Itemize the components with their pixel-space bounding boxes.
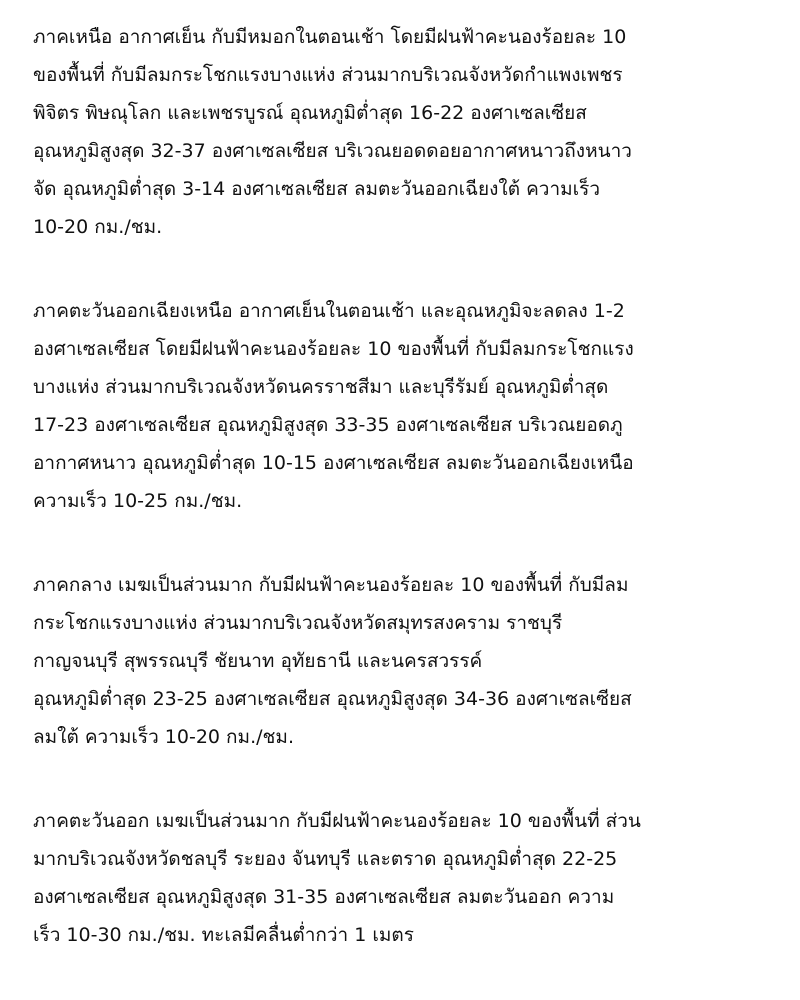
text-line: บางแห่ง ส่วนมากบริเวณจังหวัดนครราชสีมา และบุรีรัมย์ อุณหภูมิต่ำสุด [33, 376, 609, 398]
text-line: ภาคกลาง เมฆเป็นส่วนมาก กับมีฝนฟ้าคะนองร้อยละ 10 ของพื้นที่ กับมีลม [33, 574, 629, 596]
text-line: อุณหภูมิต่ำสุด 23-25 องศาเซลเซียส อุณหภูมิสูงสุด 34-36 องศาเซลเซียส [33, 688, 632, 710]
text-line: อากาศหนาว อุณหภูมิต่ำสุด 10-15 องศาเซลเซียส ลมตะวันออกเฉียงเหนือ [33, 452, 634, 474]
text-line: มากบริเวณจังหวัดชลบุรี ระยอง จันทบุรี และตราด อุณหภูมิต่ำสุด 22-25 [33, 848, 618, 870]
text-line: 17-23 องศาเซลเซียส อุณหภูมิสูงสุด 33-35 องศาเซลเซียส บริเวณยอดภู [33, 414, 623, 436]
text-line: 10-20 กม./ชม. [33, 216, 163, 238]
text-line: จัด อุณหภูมิต่ำสุด 3-14 องศาเซลเซียส ลมตะวันออกเฉียงใต้ ความเร็ว [33, 178, 601, 200]
text-line: องศาเซลเซียส โดยมีฝนฟ้าคะนองร้อยละ 10 ของพื้นที่ กับมีลมกระโชกแรง [33, 338, 634, 360]
forecast-paragraph-north [33, 18, 783, 246]
forecast-paragraph-east [33, 802, 783, 954]
text-line: กาญจนบุรี สุพรรณบุรี ชัยนาท อุทัยธานี และนครสวรรค์ [33, 650, 483, 672]
text-line: ความเร็ว 10-25 กม./ชม. [33, 490, 243, 512]
text-line: เร็ว 10-30 กม./ชม. ทะเลมีคลื่นต่ำกว่า 1 เมตร [33, 924, 414, 946]
forecast-paragraph-northeast [33, 292, 783, 520]
text-line: ลมใต้ ความเร็ว 10-20 กม./ชม. [33, 726, 294, 748]
text-line: อุณหภูมิสูงสุด 32-37 องศาเซลเซียส บริเวณยอดดอยอากาศหนาวถึงหนาว [33, 140, 632, 162]
text-line: กระโชกแรงบางแห่ง ส่วนมากบริเวณจังหวัดสมุทรสงคราม ราชบุรี [33, 612, 563, 634]
text-line: ภาคตะวันออก เมฆเป็นส่วนมาก กับมีฝนฟ้าคะนองร้อยละ 10 ของพื้นที่ ส่วน [33, 810, 641, 832]
text-line: องศาเซลเซียส อุณหภูมิสูงสุด 31-35 องศาเซลเซียส ลมตะวันออก ความ [33, 886, 615, 908]
forecast-paragraph-central [33, 566, 783, 756]
weather-forecast-article [33, 18, 783, 1000]
text-line: ของพื้นที่ กับมีลมกระโชกแรงบางแห่ง ส่วนมากบริเวณจังหวัดกำแพงเพชร [33, 64, 623, 86]
text-line: พิจิตร พิษณุโลก และเพชรบูรณ์ อุณหภูมิต่ำสุด 16-22 องศาเซลเซียส [33, 102, 587, 124]
text-line: ภาคเหนือ อากาศเย็น กับมีหมอกในตอนเช้า โดยมีฝนฟ้าคะนองร้อยละ 10 [33, 26, 627, 48]
text-line: ภาคตะวันออกเฉียงเหนือ อากาศเย็นในตอนเช้า และอุณหภูมิจะลดลง 1-2 [33, 300, 625, 322]
